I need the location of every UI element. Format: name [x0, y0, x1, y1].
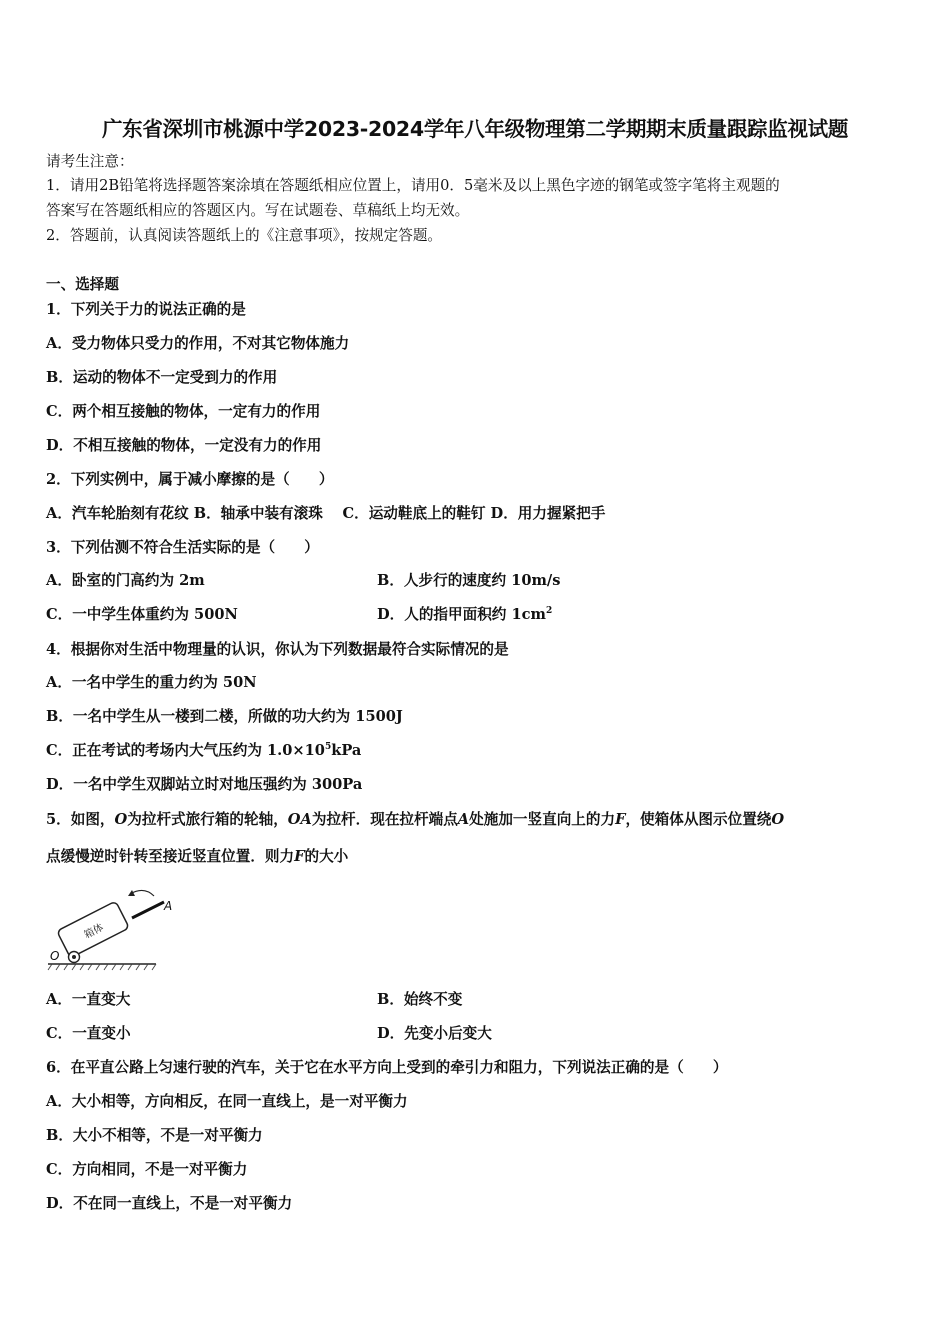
suitcase-body [57, 901, 129, 958]
q1-stem: 1．下列关于力的说法正确的是 [46, 301, 246, 318]
q5-var-oa: OA [287, 811, 312, 828]
q3-option-b: B．人步行的速度约 10m/s [377, 572, 561, 589]
q5-text-5: ，使箱体从图示位置绕 [625, 811, 772, 828]
ground-hatching [48, 964, 156, 970]
q1-option-c: C．两个相互接触的物体，一定有力的作用 [46, 403, 321, 420]
q5-var-o-2: O [771, 811, 785, 828]
q6-option-c: C．方向相同，不是一对平衡力 [46, 1161, 248, 1178]
q4-option-c-text: C．正在考试的考场内大气压约为 1.0×10 [46, 742, 325, 759]
q4-option-c-unit: kPa [331, 742, 362, 759]
q1-option-d: D．不相互接触的物体，一定没有力的作用 [46, 437, 322, 454]
q5-text-2: 为拉杆式旅行箱的轮轴， [127, 811, 288, 828]
q5-option-c: C．一直变小 [46, 1025, 131, 1042]
q4-option-c-exponent: 5 [324, 742, 332, 753]
q2-options: A．汽车轮胎刻有花纹 B．轴承中装有滚珠 C．运动鞋底上的鞋钉 D．用力握紧把手 [46, 505, 606, 522]
q3-option-d-exponent: 2 [545, 606, 553, 617]
q3-option-a: A．卧室的门高约为 2m [46, 572, 205, 589]
notice-heading: 请考生注意： [46, 153, 134, 170]
label-a: A [164, 899, 173, 913]
notice-item-1: 1．请用2B铅笔将选择题答案涂填在答题纸相应位置上，请用0．5毫米及以上黑色字迹的钢笔或签字笔将主观题的 [46, 177, 780, 194]
q4-stem: 4．根据你对生活中物理量的认识，你认为下列数据最符合实际情况的是 [46, 641, 509, 658]
q6-option-a: A．大小相等，方向相反，在同一直线上，是一对平衡力 [46, 1093, 408, 1110]
q1-option-a: A．受力物体只受力的作用，不对其它物体施力 [46, 335, 350, 352]
q5-text-4: 处施加一竖直向上的力 [469, 811, 616, 828]
q5-var-o: O [114, 811, 128, 828]
q3-stem: 3．下列估测不符合生活实际的是（ ） [46, 539, 319, 556]
q5-var-a: A [457, 811, 470, 828]
q4-option-b: B．一名中学生从一楼到二楼，所做的功大约为 1500J [46, 708, 403, 725]
q6-stem: 6．在平直公路上匀速行驶的汽车，关于它在水平方向上受到的牵引力和阻力，下列说法正确的是（ ） [46, 1059, 728, 1076]
q5-text-6: 点缓慢逆时针转至接近竖直位置．则力 [46, 848, 295, 865]
label-o: O [50, 949, 60, 963]
page-title: 广东省深圳市桃源中学2023-2024学年八年级物理第二学期期末质量跟踪监视试题 [101, 117, 849, 141]
suitcase-figure [40, 872, 173, 972]
q5-stem-line-2 [46, 847, 348, 867]
q5-var-f-2: F [294, 848, 305, 865]
q4-option-c [46, 741, 361, 761]
q5-var-f: F [615, 811, 626, 828]
q3-option-c: C．一中学生体重约为 500N [46, 606, 238, 623]
q3-option-d [377, 605, 552, 625]
q5-option-b: B．始终不变 [377, 991, 463, 1008]
q6-option-d: D．不在同一直线上，不是一对平衡力 [46, 1195, 293, 1212]
q2-stem: 2．下列实例中，属于减小摩擦的是（ ） [46, 471, 334, 488]
q5-option-d: D．先变小后变大 [377, 1025, 492, 1042]
q5-text-3: 为拉杆．现在拉杆端点 [311, 811, 458, 828]
arrow-head-icon [128, 890, 135, 896]
q6-option-b: B．大小不相等，不是一对平衡力 [46, 1127, 263, 1144]
handle-rod [132, 902, 164, 918]
q5-option-a: A．一直变大 [46, 991, 131, 1008]
q4-option-d: D．一名中学生双脚站立时对地压强约为 300Pa [46, 776, 363, 793]
suitcase-label: 箱体 [82, 922, 106, 942]
q5-text-7: 的大小 [304, 848, 349, 865]
q1-option-b: B．运动的物体不一定受到力的作用 [46, 369, 278, 386]
notice-item-2: 2．答题前，认真阅读答题纸上的《注意事项》，按规定答题。 [46, 227, 443, 244]
q5-text-1: 5．如图， [46, 811, 115, 828]
q3-option-d-text: D．人的指甲面积约 1cm [377, 606, 546, 623]
section-heading: 一、选择题 [46, 276, 119, 293]
notice-item-1-cont: 答案写在答题纸相应的答题区内。写在试题卷、草稿纸上均无效。 [46, 202, 470, 219]
q5-stem-line-1 [46, 810, 784, 830]
q4-option-a: A．一名中学生的重力约为 50N [46, 674, 257, 691]
